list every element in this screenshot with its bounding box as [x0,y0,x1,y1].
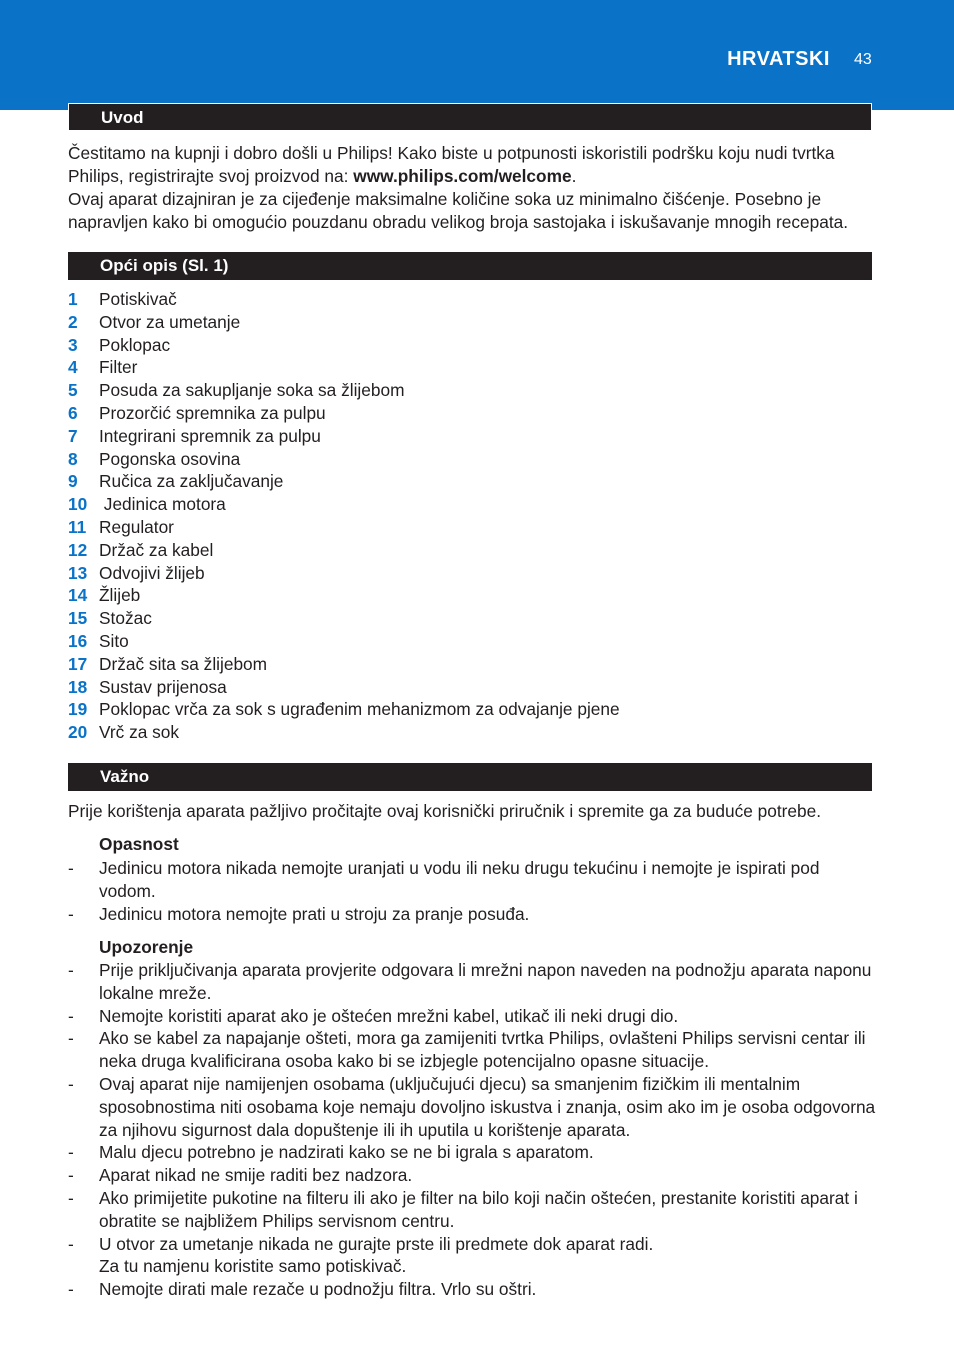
part-item [68,721,620,744]
intro-paragraph-1 [68,142,878,188]
part-label: Integrirani spremnik za pulpu [99,425,321,446]
intro-paragraph-2: Ovaj aparat dizajniran je za cijeđenje maksimalne količine soka uz minimalno čišćenje. Posebno je napravljen kako bi omogućio pouzdanu obradu velikog broja sastojaka i iskušavanje mnogih recepata. [68,189,849,232]
part-label: Posuda za sakupljanje soka sa žlijebom [99,380,405,401]
danger-item [68,857,878,903]
part-label: Jedinica motora [99,494,226,515]
part-number: 19 [68,699,88,720]
part-number: 13 [68,562,88,583]
part-item [68,493,620,516]
part-label: Stožac [99,608,152,629]
warning-item-text: U otvor za umetanje nikada ne gurajte prste ili predmete dok aparat radi. [99,1233,654,1254]
danger-item-text: Jedinicu motora nemojte prati u stroju za pranje posuđa. [99,903,530,924]
part-label: Pogonska osovina [99,448,241,469]
warning-item [68,1073,878,1141]
part-item [68,607,620,630]
part-label: Sito [99,630,129,651]
danger-list [68,857,878,925]
warning-item-text: Prije priključivanja aparata provjerite odgovara li mrežni napon naveden na podnožju aparata naponu lokalne mreže. [99,960,872,1003]
danger-item-text: Jedinicu motora nikada nemojte uranjati u vodu ili neku drugu tekućinu i nemojte je ispirati pod vodom. [99,858,820,901]
warning-item-text: Ovaj aparat nije namijenjen osobama (uključujući djecu) sa smanjenim fizičkim ili mentalnim sposobnostima niti osobama koje nemaju dovoljno iskustva i znanja, osim ako im je osoba odgovorna za njihovu sigurnost dala dopuštenje ili ih uputila u korištenje aparata. [99,1073,876,1140]
part-number: 6 [68,402,78,423]
part-number: 20 [68,722,88,743]
warning-item [68,1278,878,1301]
part-number: 9 [68,471,78,492]
warning-item-text: Aparat nikad ne smije raditi bez nadzora. [99,1165,413,1186]
part-number: 10 [68,494,88,515]
part-label: Otvor za umetanje [99,311,241,332]
part-label: Držač za kabel [99,539,214,560]
part-item [68,379,620,402]
part-label: Prozorčić spremnika za pulpu [99,402,326,423]
warning-item-text: Nemojte koristiti aparat ako je oštećen mrežni kabel, utikač ili neki drugi dio. [99,1005,679,1026]
part-number: 4 [68,357,78,378]
part-label: Poklopac vrča za sok s ugrađenim mehanizmom za odvajanje pjene [99,699,620,720]
section-heading-important: Važno [68,763,872,791]
warning-item-text: Ako primijetite pukotine na filteru ili ako je filter na bilo koji način oštećen, prestanite koristiti aparat i obratite se najbližem Philips servisnom centru. [99,1187,858,1231]
warning-item [68,1233,878,1279]
warning-heading: Upozorenje [99,937,194,957]
part-number: 16 [68,630,88,651]
section-heading-description: Opći opis (Sl. 1) [68,252,872,280]
part-number: 3 [68,334,78,355]
part-number: 15 [68,608,88,629]
language-label: HRVATSKI [727,48,830,70]
part-number: 11 [68,516,87,537]
part-label: Regulator [99,516,174,537]
part-item [68,698,620,721]
section-heading-intro: Uvod [68,103,872,131]
danger-heading: Opasnost [99,834,179,854]
warning-item [68,1005,878,1028]
warning-list [68,959,878,1301]
part-item [68,311,620,334]
part-number: 12 [68,539,88,560]
part-item [68,653,620,676]
part-item [68,584,620,607]
part-item [68,630,620,653]
part-label: Filter [99,357,138,378]
part-number: 7 [68,425,78,446]
part-label: Odvojivi žlijeb [99,562,205,583]
part-label: Vrč za sok [99,722,180,743]
warning-note: Za tu namjenu koristite samo potiskivač. [99,1256,407,1277]
part-number: 8 [68,448,78,469]
intro-period: . [571,166,577,186]
part-item [68,425,620,448]
part-item [68,448,620,471]
warning-item-text: Ako se kabel za napajanje ošteti, mora ga zamijeniti tvrtka Philips, ovlašteni Philips servisni centar ili neka druga kvalificirana osoba kako bi se izbjegle potencijalno opasne situacije. [99,1028,866,1072]
part-item [68,334,620,357]
part-number: 1 [68,289,78,309]
danger-item [68,903,878,926]
part-label: Ručica za zaključavanje [99,471,284,492]
warning-item [68,959,878,1005]
part-number: 18 [68,676,88,697]
part-item [68,356,620,379]
part-number: 2 [68,311,78,332]
part-item [68,402,620,425]
part-item [68,539,620,562]
page-number: 43 [854,51,872,68]
part-number: 5 [68,380,78,401]
warning-item [68,1141,878,1164]
parts-list [68,288,620,744]
part-item [68,470,620,493]
part-label: Sustav prijenosa [99,676,227,697]
part-label: Potiskivač [99,289,177,309]
part-item [68,676,620,699]
part-item [68,516,620,539]
warning-item [68,1164,878,1187]
warning-item [68,1027,878,1073]
part-label: Žlijeb [99,585,141,606]
part-item [68,288,620,311]
part-label: Poklopac [99,334,171,355]
part-number: 17 [68,653,88,674]
warning-item [68,1187,878,1233]
important-intro: Prije korištenja aparata pažljivo pročitajte ovaj korisnički priručnik i spremite ga za buduće potrebe. [68,801,822,821]
intro-text: Čestitamo na kupnji i dobro došli u Philips! Kako biste u potpunosti iskoristili podršku koju nudi tvrtka Philips, registrirajte svoj proizvod na: [68,143,835,186]
part-item [68,562,620,585]
header-bar [0,0,954,110]
warning-item-text: Malu djecu potrebno je nadzirati kako se ne bi igrala s aparatom. [99,1142,594,1163]
part-label: Držač sita sa žlijebom [99,653,268,674]
warning-item-text: Nemojte dirati male rezače u podnožju filtra. Vrlo su oštri. [99,1279,537,1300]
part-number: 14 [68,585,88,606]
website-link[interactable]: www.philips.com/welcome [353,166,572,186]
